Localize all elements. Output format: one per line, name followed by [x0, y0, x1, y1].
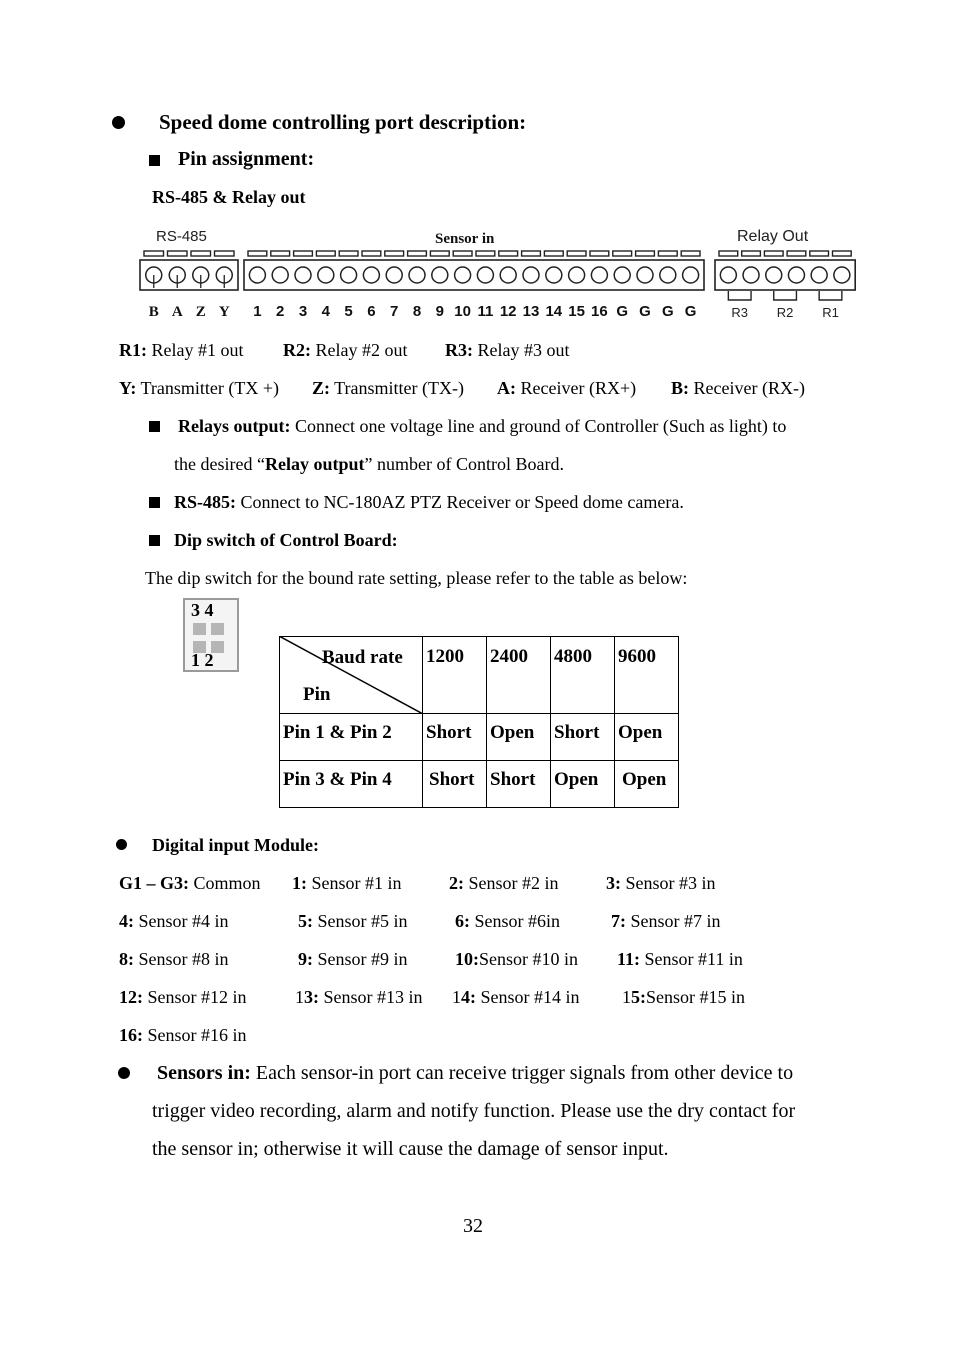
entry-key: 11: — [617, 949, 641, 969]
terminal-latch — [742, 251, 761, 256]
terminal-latch — [833, 251, 852, 256]
pin-label: B — [148, 304, 159, 320]
entry-key: 8: — [119, 949, 134, 969]
terminal-screw — [766, 267, 782, 283]
entry-val: Sensor #6in — [470, 911, 560, 931]
sensor-entry — [298, 911, 408, 932]
terminal-latch — [522, 251, 541, 256]
terminal-screw — [295, 267, 311, 283]
sensor-entry — [455, 949, 578, 970]
dip-switch-3 — [193, 623, 206, 635]
terminal-latch — [719, 251, 738, 256]
entry-key: G1 – G3: — [119, 873, 189, 893]
terminal-latch — [658, 251, 677, 256]
entry-key: 10: — [455, 949, 479, 969]
table-cell: Open — [551, 761, 615, 808]
relay-legend-line — [119, 340, 244, 361]
tx-legend-z — [312, 378, 464, 399]
terminal-latch — [476, 251, 495, 256]
terminal-latch — [215, 251, 235, 256]
terminal-latch — [499, 251, 518, 256]
pin-label: 9 — [435, 303, 444, 320]
terminal-latch — [362, 251, 381, 256]
pin-label: 5 — [344, 303, 353, 320]
rs485-relay-subtitle: RS-485 & Relay out — [152, 187, 306, 207]
relay-legend-r2 — [283, 340, 408, 361]
pin-label: Z — [195, 304, 206, 320]
rs485-label: RS-485 — [156, 228, 207, 245]
entry-val: Sensor #11 in — [640, 949, 743, 969]
dip-top-numbers: 3 4 — [191, 600, 214, 620]
relay-bracket — [774, 291, 797, 300]
terminal-screw — [660, 267, 676, 283]
sensor-entry — [295, 987, 423, 1008]
table-corner-cell — [280, 637, 423, 714]
connector-diagram — [138, 222, 858, 322]
terminal-screw — [637, 267, 653, 283]
page-number: 32 — [463, 1215, 483, 1237]
terminal-screw — [477, 267, 493, 283]
relay-pin-label: R3 — [731, 305, 749, 320]
entry-val: Sensor #7 in — [626, 911, 721, 931]
entry-val: Sensor #12 in — [143, 987, 247, 1007]
relay-bracket — [728, 291, 751, 300]
relay-label: Relay Out — [737, 228, 809, 245]
terminal-latch — [544, 251, 563, 256]
terminal-screw — [591, 267, 607, 283]
sensor-entry — [292, 873, 402, 894]
terminal-screw — [455, 267, 471, 283]
terminal-latch — [408, 251, 427, 256]
pin-label: 2 — [276, 303, 285, 320]
relay-pin-label: R1 — [822, 305, 839, 320]
relays-output-pre: the desired “ — [174, 454, 265, 474]
pin-label: G — [661, 303, 674, 320]
rx-legend-a — [497, 378, 636, 399]
terminal-latch — [590, 251, 609, 256]
sensors-in-key: Sensors in: — [157, 1062, 251, 1084]
rx-legend-b — [671, 378, 805, 399]
dip-bottom-numbers: 1 2 — [191, 650, 214, 670]
row-label: Pin 3 & Pin 4 — [280, 761, 423, 808]
sensor-entry — [617, 949, 743, 970]
table-cell: Open — [487, 714, 551, 761]
terminal-screw — [318, 267, 334, 283]
pin-label: 8 — [412, 303, 422, 320]
entry-val: Sensor #3 in — [621, 873, 716, 893]
entry-key: 5: — [298, 911, 313, 931]
tx-legend-y — [119, 378, 279, 399]
terminal-screw — [834, 267, 850, 283]
terminal-latch — [636, 251, 655, 256]
terminal-screw — [683, 267, 699, 283]
sensor-entry — [298, 949, 408, 970]
sensor-entry — [606, 873, 716, 894]
relays-output-text: Connect one voltage line and ground of Controller (Such as light) to — [290, 416, 787, 436]
entry-val: Sensor #13 in — [319, 987, 423, 1007]
bullet-dot-icon — [112, 116, 125, 129]
terminal-latch — [430, 251, 449, 256]
relay-pin-label: R2 — [776, 305, 794, 320]
pin-label: G — [684, 303, 697, 320]
baud-rate-table — [279, 636, 679, 808]
pin-label: 7 — [390, 303, 399, 320]
table-cell: Short — [551, 714, 615, 761]
pin-label: 14 — [545, 303, 563, 320]
pin-label: 10 — [454, 303, 471, 320]
table-cell: Open — [615, 761, 679, 808]
entry-val: Sensor #5 in — [313, 911, 408, 931]
section-title: Speed dome controlling port description: — [159, 110, 527, 134]
entry-val: Sensor #14 in — [476, 987, 580, 1007]
a-key: A: — [497, 378, 516, 398]
r1-val: Relay #1 out — [147, 340, 244, 360]
pin-label: 12 — [499, 303, 517, 320]
entry-pre: 1 — [452, 987, 461, 1007]
y-val: Transmitter (TX +) — [136, 378, 279, 398]
terminal-screw — [743, 267, 759, 283]
terminal-latch — [681, 251, 700, 256]
rate-4800: 4800 — [551, 637, 615, 714]
bullet-square-icon — [149, 535, 160, 546]
terminal-latch — [339, 251, 358, 256]
entry-key: 5: — [631, 987, 646, 1007]
relays-output-key: Relays output: — [178, 416, 291, 436]
pin-label: A — [171, 304, 183, 320]
table-row — [280, 761, 679, 808]
pin-label: 1 — [253, 303, 262, 320]
entry-key: 3: — [606, 873, 621, 893]
entry-key: 1: — [292, 873, 307, 893]
relays-output-bold: Relay output — [264, 454, 365, 474]
terminal-screw — [788, 267, 804, 283]
entry-val: Sensor #10 in — [479, 949, 578, 969]
entry-pre: 1 — [295, 987, 304, 1007]
terminal-screw — [720, 267, 736, 283]
rs485-item — [174, 492, 684, 513]
bullet-square-icon — [149, 421, 160, 432]
terminal-latch — [191, 251, 211, 256]
pin-label: 13 — [522, 303, 540, 320]
pin-label: 3 — [298, 303, 308, 320]
entry-key: 16: — [119, 1025, 143, 1045]
terminal-latch — [385, 251, 404, 256]
relay-legend-r3 — [445, 340, 570, 361]
entry-key: 9: — [298, 949, 313, 969]
digital-input-title: Digital input Module: — [152, 835, 320, 855]
terminal-latch — [144, 251, 164, 256]
a-val: Receiver (RX+) — [516, 378, 637, 398]
rs485-key: RS-485: — [174, 492, 236, 512]
terminal-latch — [248, 251, 267, 256]
b-key: B: — [671, 378, 689, 398]
terminal-screw — [523, 267, 539, 283]
bullet-square-icon — [149, 497, 160, 508]
terminal-latch — [168, 251, 188, 256]
row-label: Pin 1 & Pin 2 — [280, 714, 423, 761]
bullet-dot-icon — [116, 839, 127, 850]
terminal-screw — [614, 267, 630, 283]
z-val: Transmitter (TX-) — [330, 378, 464, 398]
table-cell: Open — [615, 714, 679, 761]
terminal-latch — [316, 251, 335, 256]
rate-1200: 1200 — [423, 637, 487, 714]
entry-val: Sensor #2 in — [464, 873, 559, 893]
pin-label: 16 — [591, 303, 608, 320]
sensor-label: Sensor in — [435, 231, 495, 247]
entry-val: Common — [189, 873, 261, 893]
table-cell: Short — [423, 714, 487, 761]
sensors-in-text1: Each sensor-in port can receive trigger signals from other device to — [250, 1062, 794, 1084]
terminal-screw — [546, 267, 562, 283]
header-baud-rate: Baud rate — [322, 647, 403, 668]
dip-switch-4 — [211, 623, 224, 635]
sensor-entry — [119, 911, 229, 932]
sensor-entry — [119, 873, 261, 894]
r1-key: R1: — [119, 340, 147, 360]
dip-intro: The dip switch for the bound rate setting, please refer to the table as below: — [145, 568, 688, 588]
rs485-text: Connect to NC-180AZ PTZ Receiver or Speed dome camera. — [236, 492, 684, 512]
terminal-screw — [500, 267, 516, 283]
pin-label: Y — [218, 304, 230, 320]
sensor-entry — [622, 987, 745, 1008]
entry-pre: 1 — [622, 987, 631, 1007]
relay-bracket — [819, 291, 842, 300]
bullet-square-icon — [149, 155, 160, 166]
table-header-row — [280, 637, 679, 714]
sensors-in-line2: trigger video recording, alarm and notify function. Please use the dry contact for — [152, 1100, 796, 1122]
entry-val: Sensor #16 in — [143, 1025, 247, 1045]
table-cell: Short — [423, 761, 487, 808]
table-row — [280, 714, 679, 761]
pin-label: 4 — [321, 303, 330, 320]
r2-key: R2: — [283, 340, 311, 360]
relays-output-line2 — [174, 454, 564, 475]
b-val: Receiver (RX-) — [689, 378, 805, 398]
terminal-latch — [271, 251, 290, 256]
terminal-screw — [272, 267, 288, 283]
pin-assignment-heading: Pin assignment: — [178, 148, 315, 170]
connector-diagram-svg — [138, 222, 858, 322]
entry-key: 7: — [611, 911, 626, 931]
entry-val: Sensor #9 in — [313, 949, 408, 969]
terminal-screw — [811, 267, 827, 283]
rate-2400: 2400 — [487, 637, 551, 714]
y-key: Y: — [119, 378, 137, 398]
sensor-entry — [452, 987, 580, 1008]
relays-output-post: ” number of Control Board. — [364, 454, 564, 474]
relays-output-item — [178, 416, 786, 437]
pin-label: 15 — [568, 303, 585, 320]
sensors-in-line1 — [157, 1062, 793, 1085]
terminal-latch — [787, 251, 806, 256]
terminal-block — [140, 260, 238, 290]
r2-val: Relay #2 out — [311, 340, 408, 360]
entry-key: 4: — [461, 987, 476, 1007]
bullet-dot-icon — [118, 1067, 130, 1079]
entry-val: Sensor #8 in — [134, 949, 229, 969]
sensors-in-line3: the sensor in; otherwise it will cause the damage of sensor input. — [152, 1138, 669, 1160]
entry-val: Sensor #1 in — [307, 873, 402, 893]
pin-label: 6 — [367, 303, 376, 320]
sensor-entry — [119, 1025, 247, 1046]
sensor-entry — [119, 949, 229, 970]
entry-key: 2: — [449, 873, 464, 893]
r3-val: Relay #3 out — [473, 340, 570, 360]
sensor-entry — [455, 911, 560, 932]
pin-label: G — [616, 303, 629, 320]
entry-val: Sensor #15 in — [646, 987, 745, 1007]
terminal-block — [244, 260, 704, 290]
terminal-latch — [810, 251, 829, 256]
entry-key: 3: — [304, 987, 319, 1007]
entry-key: 12: — [119, 987, 143, 1007]
sensor-entry — [449, 873, 559, 894]
terminal-latch — [764, 251, 783, 256]
header-pin: Pin — [303, 684, 331, 705]
z-key: Z: — [312, 378, 330, 398]
dip-switch-icon — [183, 598, 239, 672]
terminal-latch — [294, 251, 313, 256]
terminal-screw — [569, 267, 585, 283]
terminal-screw — [432, 267, 448, 283]
r3-key: R3: — [445, 340, 473, 360]
rate-9600: 9600 — [615, 637, 679, 714]
terminal-screw — [249, 267, 265, 283]
terminal-screw — [363, 267, 379, 283]
terminal-latch — [613, 251, 632, 256]
sensor-entry — [611, 911, 721, 932]
terminal-screw — [386, 267, 402, 283]
terminal-screw — [341, 267, 357, 283]
table-cell: Short — [487, 761, 551, 808]
entry-key: 4: — [119, 911, 134, 931]
terminal-latch — [453, 251, 472, 256]
entry-key: 6: — [455, 911, 470, 931]
terminal-latch — [567, 251, 586, 256]
entry-val: Sensor #4 in — [134, 911, 229, 931]
pin-label: G — [639, 303, 651, 320]
sensor-entry — [119, 987, 247, 1008]
pin-label: 11 — [477, 303, 494, 320]
terminal-screw — [409, 267, 425, 283]
dip-heading: Dip switch of Control Board: — [174, 530, 398, 550]
